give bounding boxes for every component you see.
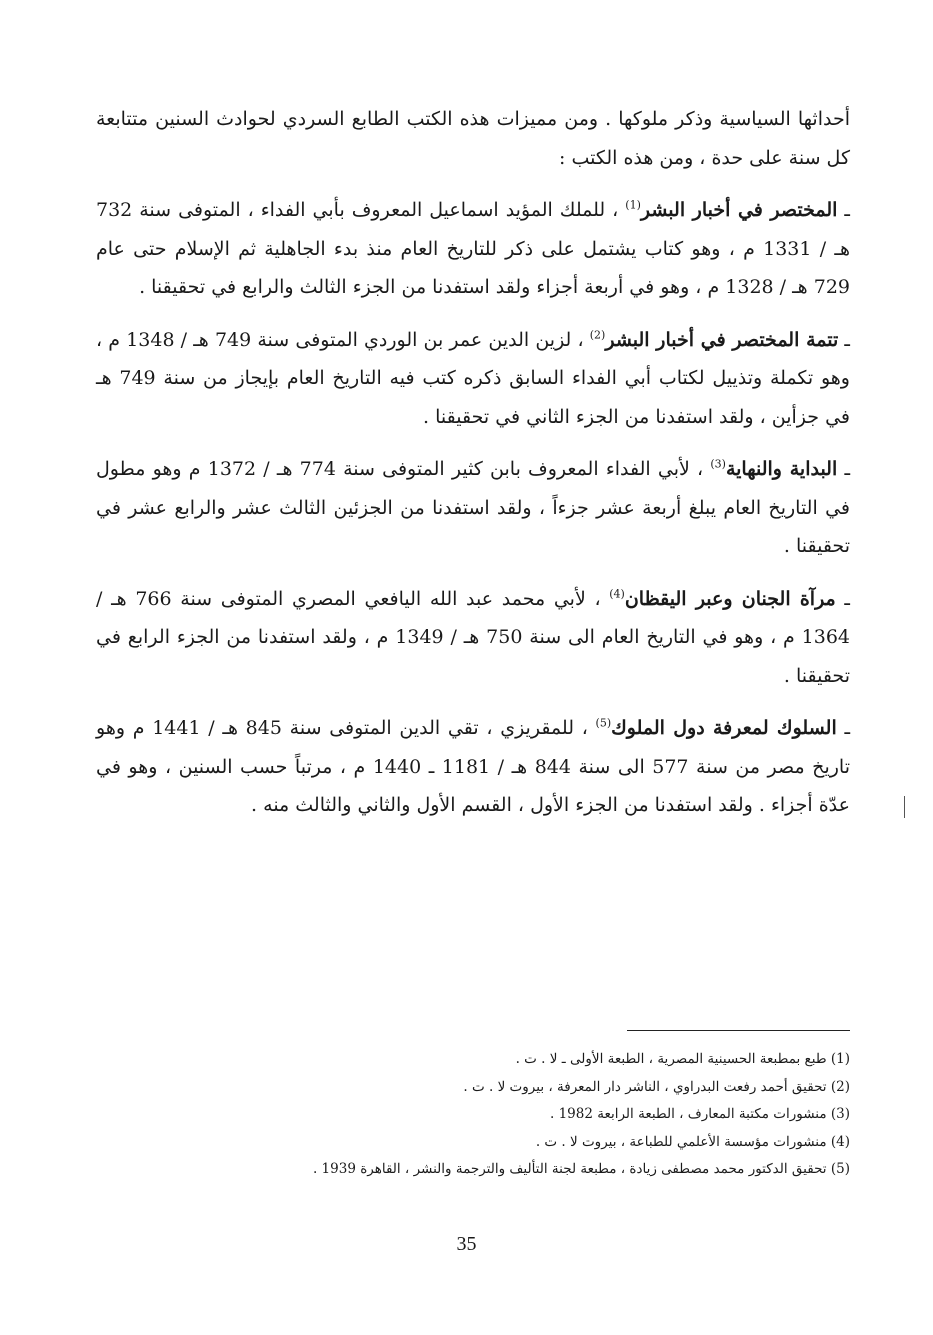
entry-text: ، للملك المؤيد اسماعيل المعروف بأبي الفداء ، المتوفى سنة 732 هـ / 1331 م ، وهو كتاب يشتمل على ذكر للتاريخ العام منذ بدء الجاهلية ثم الإسلام حتى عام 729 هـ / 1328 م ، وهو في أربعة أجزاء ولقد استفدنا من الجزء الثالث والرابع في تحقيقنا . <box>96 199 850 298</box>
footnote-ref: (2) <box>589 328 606 342</box>
entry-dash: ـ <box>835 587 850 610</box>
entry-title: البداية والنهاية <box>725 458 838 480</box>
footnote-1: (1) طبع بمطبعة الحسينية المصرية ، الطبعة الأولى ـ لا . ت . <box>515 1051 850 1067</box>
footnote-3: (3) منشورات مكتبة المعارف ، الطبعة الرابعة 1982 . <box>549 1106 850 1122</box>
entry-dash: ـ <box>836 717 851 739</box>
entry-paragraph-1 <box>96 191 850 307</box>
entry-paragraph-4 <box>96 580 850 696</box>
footnote-5: (5) تحقيق الدكتور محمد مصطفى زيادة ، مطبعة لجنة التأليف والترجمة والنشر ، القاهرة 1939 . <box>312 1161 850 1177</box>
margin-mark <box>904 796 905 818</box>
footnote-ref: (3) <box>710 457 726 471</box>
page-number: 35 <box>456 1233 477 1255</box>
footnote-ref: (4) <box>609 587 625 601</box>
footnote-4: (4) منشورات مؤسسة الأعلمي للطباعة ، بيروت لا . ت . <box>535 1133 850 1150</box>
entry-text: ، لزين الدين عمر بن الوردي المتوفى سنة 749 هـ / 1348 م ، وهو تكملة وتذييل لكتاب أبي الفداء السابق ذكره كتب فيه التاريخ العام بإيجاز من سنة 749 هـ في جزأين ، ولقد استفدنا من الجزء الثاني في تحقيقنا . <box>96 328 850 428</box>
entry-dash: ـ <box>837 199 850 221</box>
main-text <box>96 100 850 825</box>
entry-title: السلوك لمعرفة دول الملوك <box>611 717 837 739</box>
entry-text: ، لأبي محمد عبد الله اليافعي المصري المتوفى سنة 766 هـ / 1364 م ، وهو في التاريخ العام الى سنة 750 هـ / 1349 م ، ولقد استفدنا من الجزء الرابع في تحقيقنا . <box>96 587 851 687</box>
entry-paragraph-2 <box>96 321 850 437</box>
entry-title: المختصر في أخبار البشر <box>640 199 838 221</box>
entry-text: ، لأبي الفداء المعروف بابن كثير المتوفى سنة 774 هـ / 1372 م وهو مطول في التاريخ العام يبلغ أربعة عشر جزءاً ، ولقد استفدنا من الجزئين الثالث عشر والرابع عشر في تحقيقنا . <box>96 458 850 557</box>
entry-paragraph-3 <box>96 450 850 566</box>
entry-title: مرآة الجنان وعبر اليقظان <box>624 587 836 610</box>
entry-dash: ـ <box>837 458 851 480</box>
footnote-divider <box>627 1030 850 1031</box>
entry-paragraph-5 <box>96 709 850 825</box>
intro-paragraph: أحداثها السياسية وذكر ملوكها . ومن مميزات هذه الكتب الطابع السردي لحوادث السنين متتابعة كل سنة على حدة ، ومن هذه الكتب : <box>96 108 850 169</box>
entry-dash: ـ <box>838 328 851 351</box>
entry-title: تتمة المختصر في أخبار البشر <box>605 328 839 351</box>
footnote-ref: (5) <box>595 716 612 730</box>
footnote-ref: (1) <box>625 198 641 212</box>
footnote-2: (2) تحقيق أحمد رفعت البدراوي ، الناشر دار المعرفة ، بيروت لا . ت . <box>463 1078 850 1095</box>
footnotes <box>120 1046 850 1184</box>
entry-text: ، للمقريزي ، تقي الدين المتوفى سنة 845 هـ / 1441 م وهو تاريخ مصر من سنة 577 الى سنة 844 هـ / 1181 ـ 1440 م ، مرتباً حسب السنين ، وهو في عدّة أجزاء . ولقد استفدنا من الجزء الأول ، القسم الأول والثاني والثالث منه . <box>96 717 850 816</box>
